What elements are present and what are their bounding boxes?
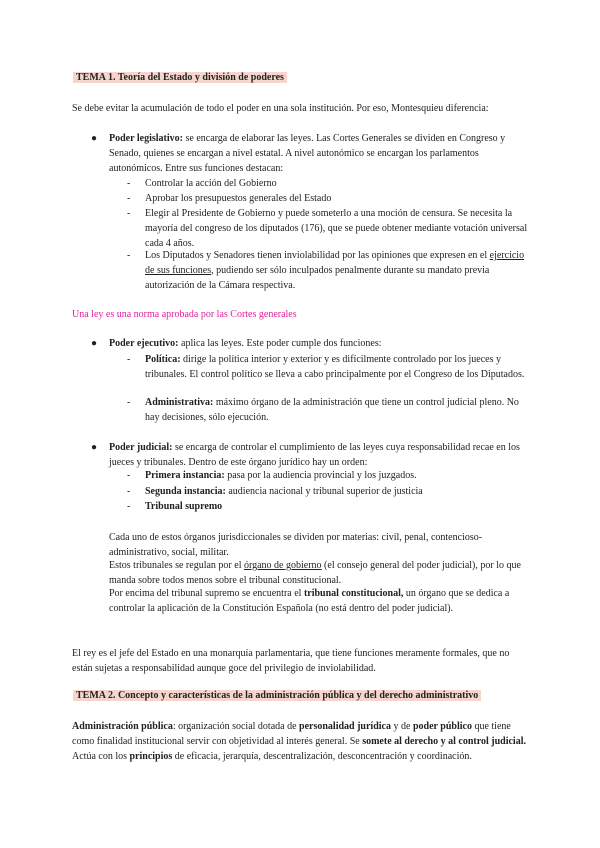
ley-note: Una ley es una norma aprobada por las Cortes generales — [72, 309, 297, 320]
tema1-title: TEMA 1. Teoría del Estado y división de poderes — [73, 72, 287, 83]
dash-icon: - — [127, 486, 131, 497]
dash-icon: - — [127, 193, 131, 204]
dash-icon: - — [127, 208, 131, 219]
dash-icon: - — [127, 397, 131, 408]
judicial-materias: Cada uno de estos órganos jurisdiccionales se dividen por materias: civil, penal, contencioso-administrativo, social, militar. — [109, 532, 483, 558]
ejecutivo-administrativa: Administrativa: máximo órgano de la administración que tiene un control judicial pleno. No hay decisiones, sólo ejecución. — [145, 397, 519, 423]
judicial-instancia-3: Tribunal supremo — [145, 501, 223, 512]
legislativo-paragraph: Poder legislativo: se encarga de elaborar las leyes. Las Cortes Generales se dividen en Congreso y Senado, quienes se encargan a nivel estatal. A nivel autonómico se encargan los parlamentos autonómicos. Entre sus funciones destacan: — [109, 133, 506, 174]
rey-paragraph: El rey es el jefe del Estado en una monarquía parlamentaria, que tiene funciones meramente formales, que no están sujetas a responsabilidad aunque goce del privilegio de inviolabilidad. — [72, 648, 510, 674]
tema1-intro: Se debe evitar la acumulación de todo el poder en una sola institución. Por eso, Montesquieu diferencia: — [72, 103, 489, 114]
ejecutivo-paragraph: Poder ejecutivo: aplica las leyes. Este poder cumple dos funciones: — [109, 338, 382, 349]
dash-icon: - — [127, 470, 131, 481]
dash-icon: - — [127, 501, 131, 512]
dash-icon: - — [127, 250, 131, 261]
legislativo-item-2: Aprobar los presupuestos generales del Estado — [145, 193, 332, 204]
bullet-icon: ● — [91, 442, 98, 453]
legislativo-item-4: Los Diputados y Senadores tienen inviolabilidad por las opiniones que expresen en el ejercicio de sus funciones, pudiendo ser sólo inculpados penalmente durante su mandato previa autorización de la Cámara respectiva. — [145, 250, 525, 291]
legislativo-item-1: Controlar la acción del Gobierno — [145, 178, 277, 189]
dash-icon: - — [127, 178, 131, 189]
tema2-heading — [72, 688, 530, 703]
bullet-icon: ● — [91, 338, 98, 349]
tema1-heading — [72, 70, 530, 85]
tema2-title: TEMA 2. Concepto y características de la administración pública y del derecho administrativo — [73, 690, 481, 701]
judicial-tribunal-constitucional: Por encima del tribunal supremo se encuentra el tribunal constitucional, un órgano que se dedica a controlar la aplicación de la Constitución Española (no está dentro del poder judicial). — [109, 588, 510, 614]
judicial-paragraph: Poder judicial: se encarga de controlar el cumplimiento de las leyes cuya responsabilidad recae en los jueces y tribunales. Dentro de este órgano jurídico hay un orden: — [109, 442, 520, 468]
legislativo-item-3: Elegir al Presidente de Gobierno y puede someterlo a una moción de censura. Se necesita la mayoría del congreso de los diputados (176), que se puede obtener mediante votación universal cada 4 años. — [145, 208, 528, 249]
bullet-icon: ● — [91, 133, 98, 144]
dash-icon: - — [127, 354, 131, 365]
administracion-publica-paragraph: Administración pública: organización social dotada de personalidad jurídica y de poder público que tiene como finalidad institucional servir con objetividad al interés general. Se somete al derecho y al control judicial. Actúa con los principios de eficacia, jerarquía, descentralización, desconcentración y coordinación. — [72, 721, 526, 762]
judicial-organo-gobierno: Estos tribunales se regulan por el órgano de gobierno (el consejo general del poder judicial), por lo que manda sobre todos menos sobre el tribunal constitucional. — [109, 560, 521, 586]
ejecutivo-politica: Política: dirige la política interior y exterior y es difícilmente controlado por los jueces y tribunales. El control político se lleva a cabo principalmente por el Congreso de los Diputados. — [145, 354, 525, 380]
judicial-instancia-2: Segunda instancia: audiencia nacional y tribunal superior de justicia — [145, 486, 423, 497]
judicial-instancia-1: Primera instancia: pasa por la audiencia provincial y los juzgados. — [145, 470, 417, 481]
